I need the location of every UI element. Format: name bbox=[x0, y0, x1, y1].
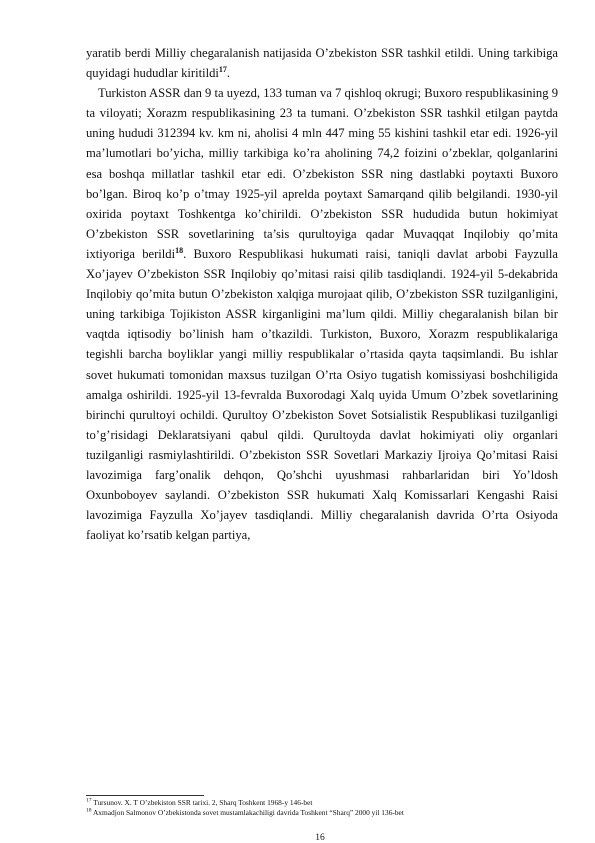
footnotes bbox=[86, 798, 566, 818]
footnote-divider bbox=[86, 795, 204, 796]
footnote-17: $^{17}$ Tursunov. X. T O’zbekiston SSR tarixi. 2, Sharq Toshkent 1968-y 146-bet bbox=[86, 797, 313, 807]
footnote-ref-17[interactable]: 17 bbox=[218, 64, 227, 74]
paragraph-2: Turkiston ASSR dan 9 ta uyezd, 133 tuman va 7 qishloq okrugi; Buxoro respublikasining 9 ta viloyati; Xorazm respublikasining 23 ta tumani. O’zbekiston SSR tashkil etilgan paytda uning hududi 312394 kv. km ni, aholisi 4 mln 447 ming 55 kishini tashkil etar edi. 1926-yil ma’lumotlari bo’yicha, milliy tarkibiga ko’ra aholining 74,2 foizini o’zbeklar, qolganlarini esa boshqa millatlar tashkil etar edi. O’zbekiston SSR ning dastlabki poytaxti Buxoro bo’lgan. Biroq ko’p o’tmay 1925-yil aprelda poytaxt Samarqand qilib belgilandi. 1930-yil oxirida poytaxt Toshkentga ko’chirildi. O’zbekiston SSR hududida butun hokimiyat O’zbekiston SSR sovetlarining ta’sis qurultoyiga qadar Muvaqqat Inqilobiy qo’mita ixtiyoriga berildi$^{18}$. Buxoro Respublikasi hukumati raisi, taniqli davlat arbobi Fayzulla Xo’jayev O’zbekiston SSR Inqilobiy qo’mitasi raisi qilib tasdiqlandi. 1924-yil 5-dekabrida Inqilobiy qo’mita butun O’zbekiston xalqiga murojaat qilib, O’zbekiston SSR tuzilganligini, uning tarkibiga Tojikiston ASSR kirganligini ma’lum qildi. Milliy chegaralanish bilan bir vaqtda iqtisodiy bo’linish ham o’tkazildi. Turkiston, Buxoro, Xorazm respublikalariga tegishli barcha boyliklar yangi milliy respublikalar o’rtasida qayta taqsimlandi. Bu ishlar sovet hukumati tomonidan maxsus tuzilgan O’rta Osiyo tugatish komissiyasi boshchiligida amalga oshirildi. 1925-yil 13-fevralda Buxorodagi Xalq uyida Umum O’zbek sovetlarining birinchi qurultoyi ochildi. Qurultoy O’zbekiston Sovet Sotsialistik Respublikasi tuzilganligi to’g’risidagi Deklaratsiyani qabul qildi. Qurultoyda davlat hokimiyati oliy organlari tuzilganligi rasmiylashtirildi. O’zbekiston SSR Sovetlari Markaziy Ijroiya Qo’mitasi Raisi lavozimiga farg’onalik dehqon, Qo’shchi uyushmasi rahbarlaridan biri Yo’ldosh Oxunboboyev saylandi. O’zbekiston SSR hukumati Xalq Komissarlari Kengashi Raisi lavozimiga Fayzulla Xo’jayev tasdiqlandi. Milliy chegaralanish davrida O’rta Osiyoda faoliyat ko’rsatib kelgan partiya, bbox=[86, 86, 558, 543]
body-text bbox=[86, 43, 558, 545]
footnote-18: $^{18}$ Axmadjon Salmonov O’zbekistonda sovet mustamlakachiligi davrida Toshkent “Sharq” 2000 yil 136-bet bbox=[86, 807, 404, 817]
page-number: 16 bbox=[315, 833, 325, 843]
paragraph-1: yaratib berdi Milliy chegaralanish natijasida O’zbekiston SSR tashkil etildi. Uning tarkibiga quyidagi hududlar kiritildi$^{17}$. bbox=[86, 46, 558, 81]
footnote-ref-18[interactable]: 18 bbox=[175, 245, 184, 255]
